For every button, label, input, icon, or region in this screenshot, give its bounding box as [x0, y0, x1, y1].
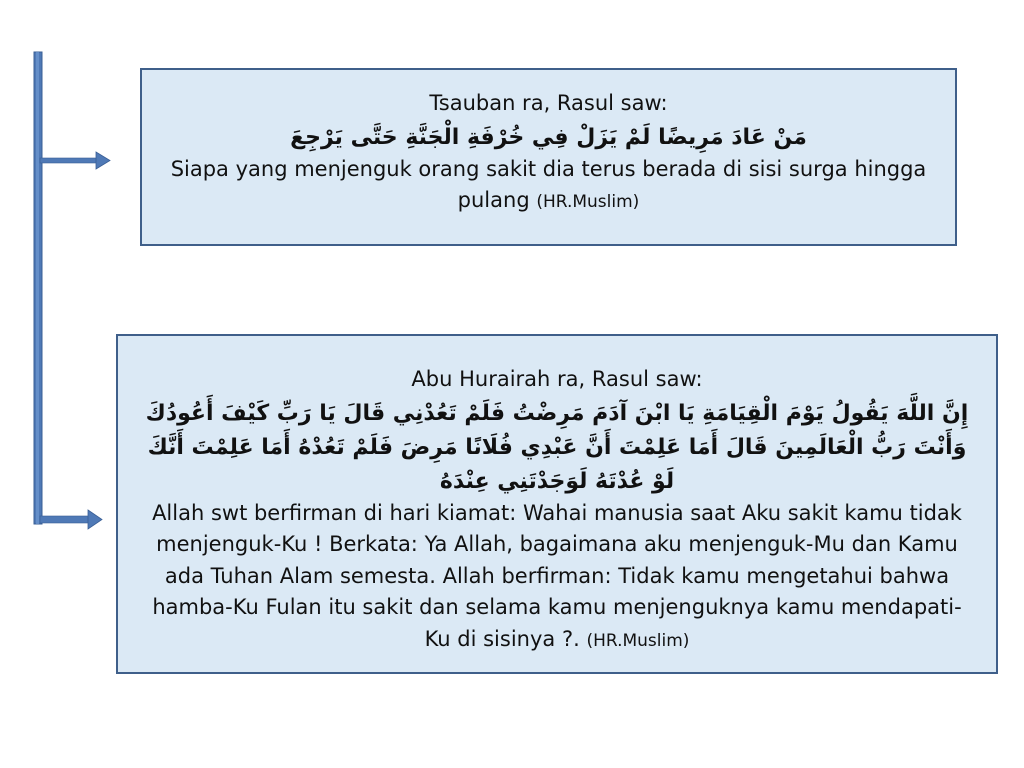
hadith-reference: (HR.Muslim) — [536, 192, 640, 213]
arrow-right-icon — [96, 152, 110, 169]
connector-top-arm — [40, 158, 98, 163]
translation-text — [118, 498, 996, 656]
hadith-reference: (HR.Muslim) — [586, 630, 690, 651]
hadith-box-tsauban — [140, 68, 957, 246]
connector-bottom-arm — [40, 516, 90, 523]
narrator-line: Tsauban ra, Rasul saw: — [429, 91, 668, 115]
translation-text — [142, 154, 955, 217]
arabic-text: إِنَّ اللَّهَ يَقُولُ يَوْمَ الْقِيَامَةِ يَا ابْنَ آدَمَ مَرِضْتُ فَلَمْ تَعُدْنِي قَالَ يَا رَبِّ كَيْفَ أَعُودُكَ وَأَنْتَ رَبُّ الْعَالَمِينَ قَالَ أَمَا عَلِمْتَ أَنَّ عَبْدِي فُلَانًا مَرِضَ فَلَمْ تَعُدْهُ أَمَا عَلِمْتَ أَنَّكَ لَوْ عُدْتَهُ لَوَجَدْتَنِي عِنْدَهُ — [145, 399, 969, 494]
translation-body: Siapa yang menjenguk orang sakit dia terus berada di sisi surga hingga pulang — [170, 156, 927, 213]
arabic-text: مَنْ عَادَ مَرِيضًا لَمْ يَزَلْ فِي خُرْفَةِ الْجَنَّةِ حَتَّى يَرْجِعَ — [290, 123, 807, 150]
translation-body: Allah swt berfirman di hari kiamat: Wahai manusia saat Aku sakit kamu tidak menjenguk-Ku ! Berkata: Ya Allah, bagaimana aku menjenguk-Mu dan Kamu ada Tuhan Alam semesta. Allah berfirman: Tidak kamu mengetahui bahwa hamba-Ku Fulan itu sakit dan selama kamu menjenguknya kamu mendapati-Ku di sisinya ?. — [152, 500, 962, 651]
arrow-right-icon — [88, 510, 102, 529]
hadith-box-abu-hurairah — [116, 334, 998, 674]
narrator-line: Abu Hurairah ra, Rasul saw: — [411, 367, 703, 391]
